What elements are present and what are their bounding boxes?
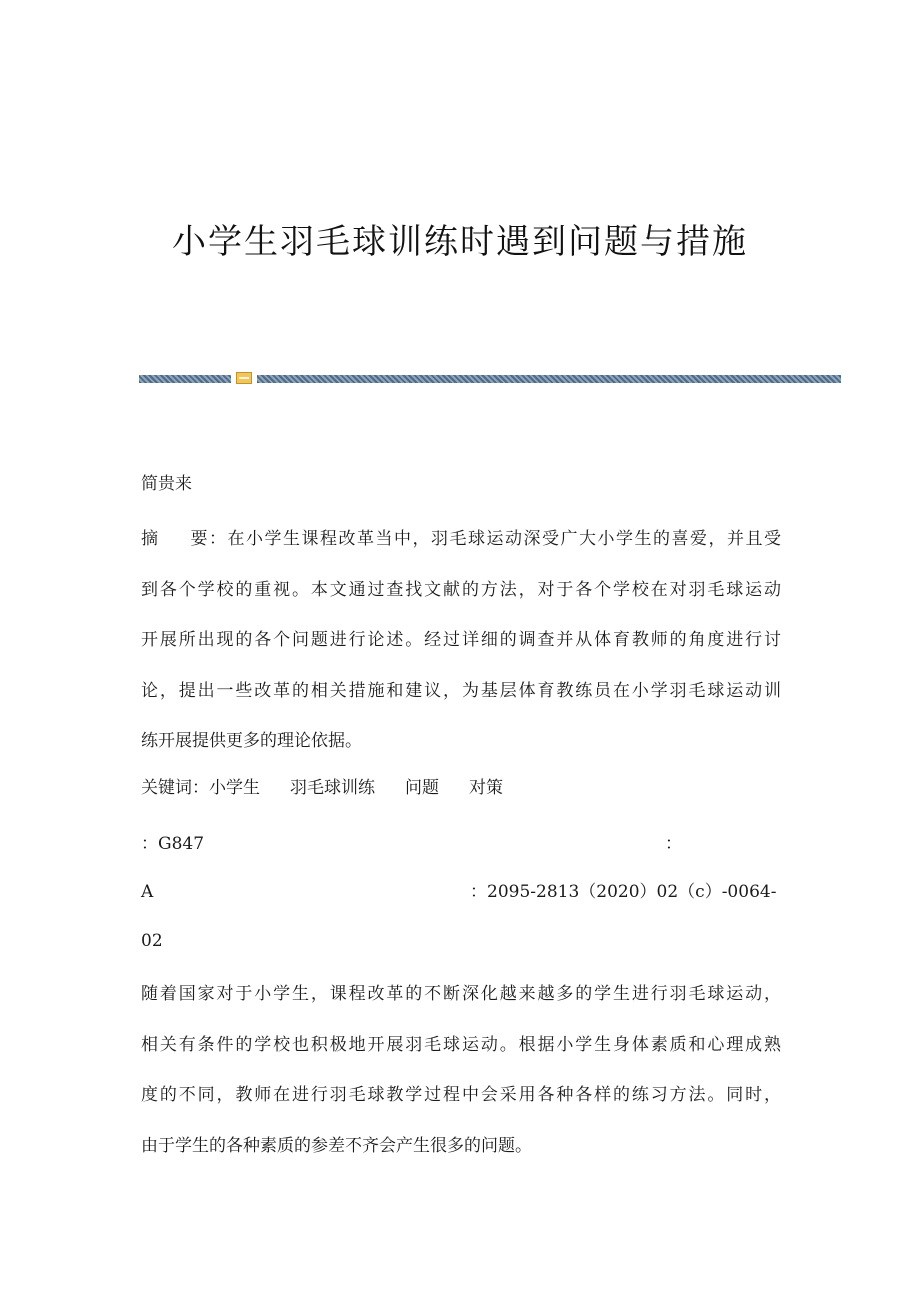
divider-bar-left <box>139 375 231 383</box>
abstract <box>141 514 781 767</box>
keyword-item: 问题 <box>405 778 439 798</box>
abstract-label-second: 要： <box>189 529 228 549</box>
title-divider <box>139 375 841 383</box>
keyword-item: 羽毛球训练 <box>290 778 375 798</box>
abstract-line: 开展所出现的各个问题进行论述。经过详细的调查并从体育教师的角度进行讨 <box>141 630 781 650</box>
abstract-label-first: 摘 <box>141 529 158 549</box>
doc-code-colon: ： <box>665 834 682 854</box>
divider-emblem-icon <box>236 372 252 384</box>
author: 简贵来 <box>141 474 192 494</box>
abstract-line: 论，提出一些改革的相关措施和建议，为基层体育教练员在小学羽毛球运动训 <box>141 680 781 701</box>
keywords-label: 关键词： <box>141 778 209 798</box>
clc-number: ：G847 <box>141 834 205 854</box>
body-paragraph <box>141 969 781 1171</box>
body-line: 随着国家对于小学生，课程改革的不断深化越来越多的学生进行羽毛球运动， <box>141 984 781 1004</box>
abstract-text: 在小学生课程改革当中，羽毛球运动深受广大小学生的喜爱，并且受 <box>227 529 781 549</box>
abstract-line-1 <box>141 514 781 565</box>
body-line: 度的不同，教师在进行羽毛球教学过程中会采用各种各样的练习方法。同时， <box>141 1085 781 1105</box>
issn-article-number-cont: 02 <box>141 931 163 951</box>
keyword-item: 对策 <box>469 778 503 798</box>
divider-bar-right <box>257 375 841 383</box>
body-line: 相关有条件的学校也积极地开展羽毛球运动。根据小学生身体素质和心理成熟 <box>141 1034 781 1055</box>
abstract-line: 到各个学校的重视。本文通过查找文献的方法，对于各个学校在对羽毛球运动 <box>141 579 781 600</box>
issn-article-number: ：2095-2813（2020）02（c）-0064- <box>470 882 777 902</box>
body-line: 由于学生的各种素质的参差不齐会产生很多的问题。 <box>141 1135 532 1156</box>
document-title: 小学生羽毛球训练时遇到问题与措施 <box>172 222 748 262</box>
keywords <box>141 773 781 803</box>
keyword-item: 小学生 <box>209 778 260 798</box>
doc-code: A <box>141 882 154 902</box>
abstract-line: 练开展提供更多的理论依据。 <box>141 731 362 751</box>
